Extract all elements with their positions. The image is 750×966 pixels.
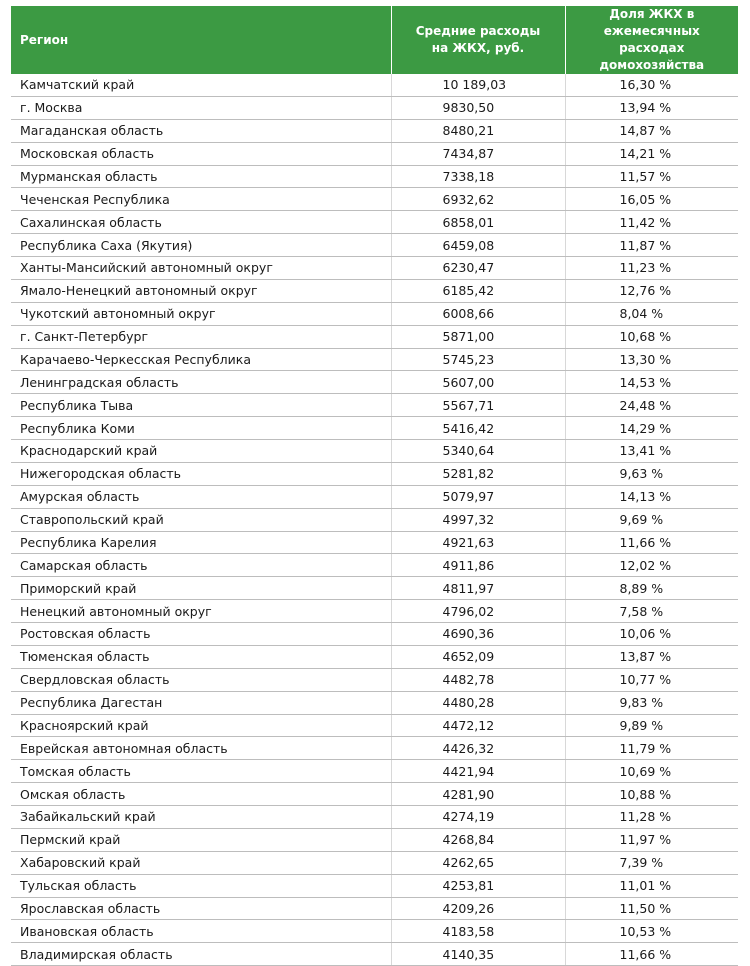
table-row [11,828,738,851]
header-row [11,6,738,74]
table-row [11,714,738,737]
expenses-cell: 5745,23 [391,348,565,371]
region-cell: Ямало-Ненецкий автономный округ [11,279,391,302]
share-cell: 7,39 % [565,851,738,874]
table-row [11,691,738,714]
expenses-cell: 5340,64 [391,440,565,463]
share-cell: 11,01 % [565,874,738,897]
table-body [11,74,738,966]
expenses-cell: 4921,63 [391,531,565,554]
expenses-cell: 4274,19 [391,806,565,829]
share-cell: 14,87 % [565,119,738,142]
share-cell: 11,28 % [565,806,738,829]
expenses-cell: 4690,36 [391,623,565,646]
share-cell: 8,04 % [565,302,738,325]
expenses-cell: 7434,87 [391,142,565,165]
region-cell: Еврейская автономная область [11,737,391,760]
region-cell: Свердловская область [11,668,391,691]
share-cell: 11,66 % [565,531,738,554]
expenses-cell: 4140,35 [391,943,565,966]
expenses-cell: 4652,09 [391,645,565,668]
expenses-cell: 5607,00 [391,371,565,394]
header-region: Регион [11,6,391,74]
region-cell: Магаданская область [11,119,391,142]
share-cell: 10,69 % [565,760,738,783]
share-cell: 24,48 % [565,394,738,417]
table-row [11,623,738,646]
share-cell: 8,89 % [565,577,738,600]
expenses-cell: 10 189,03 [391,74,565,96]
table-row [11,119,738,142]
expenses-cell: 6230,47 [391,257,565,280]
table-row [11,600,738,623]
header-share-line1: Доля ЖКХ в ежемесячных [603,7,700,38]
expenses-cell: 4911,86 [391,554,565,577]
table-row [11,851,738,874]
region-cell: Ростовская область [11,623,391,646]
share-cell: 10,53 % [565,920,738,943]
table-row [11,348,738,371]
expenses-cell: 4796,02 [391,600,565,623]
table-row [11,920,738,943]
header-expenses [391,6,565,74]
expenses-cell: 6459,08 [391,234,565,257]
table-row [11,554,738,577]
region-cell: Пермский край [11,828,391,851]
region-cell: Хабаровский край [11,851,391,874]
region-cell: Амурская область [11,485,391,508]
share-cell: 11,66 % [565,943,738,966]
table-row [11,394,738,417]
table-row [11,943,738,966]
region-cell: Ставропольский край [11,508,391,531]
region-cell: Тюменская область [11,645,391,668]
region-cell: Ярославская область [11,897,391,920]
share-cell: 14,53 % [565,371,738,394]
region-cell: Ивановская область [11,920,391,943]
table-row [11,577,738,600]
share-cell: 10,68 % [565,325,738,348]
expenses-cell: 4997,32 [391,508,565,531]
region-cell: Республика Дагестан [11,691,391,714]
region-cell: Нижегородская область [11,462,391,485]
region-cell: Омская область [11,783,391,806]
expenses-cell: 6008,66 [391,302,565,325]
region-cell: Самарская область [11,554,391,577]
table-row [11,874,738,897]
expenses-cell: 6858,01 [391,211,565,234]
share-cell: 7,58 % [565,600,738,623]
table-row [11,417,738,440]
table-row [11,234,738,257]
share-cell: 14,13 % [565,485,738,508]
share-cell: 10,88 % [565,783,738,806]
expenses-cell: 5567,71 [391,394,565,417]
region-cell: Чеченская Республика [11,188,391,211]
table-row [11,806,738,829]
table-row [11,74,738,96]
expenses-cell: 8480,21 [391,119,565,142]
table-row [11,668,738,691]
expenses-cell: 4472,12 [391,714,565,737]
table-row [11,165,738,188]
region-cell: г. Санкт-Петербург [11,325,391,348]
share-cell: 11,87 % [565,234,738,257]
region-cell: Тульская область [11,874,391,897]
share-cell: 9,69 % [565,508,738,531]
region-cell: Красноярский край [11,714,391,737]
region-cell: Краснодарский край [11,440,391,463]
expenses-cell: 6932,62 [391,188,565,211]
expenses-cell: 4426,32 [391,737,565,760]
region-cell: Ханты-Мансийский автономный округ [11,257,391,280]
share-cell: 13,30 % [565,348,738,371]
expenses-cell: 4480,28 [391,691,565,714]
expenses-cell: 7338,18 [391,165,565,188]
region-cell: Карачаево-Черкесская Республика [11,348,391,371]
region-cell: Ленинградская область [11,371,391,394]
region-cell: Томская область [11,760,391,783]
share-cell: 10,77 % [565,668,738,691]
header-expenses-line2: на ЖКХ, руб. [431,41,525,55]
utility-costs-table [11,6,738,966]
table-row [11,279,738,302]
region-cell: Ненецкий автономный округ [11,600,391,623]
region-cell: Забайкальский край [11,806,391,829]
expenses-cell: 4183,58 [391,920,565,943]
share-cell: 9,83 % [565,691,738,714]
region-cell: г. Москва [11,96,391,119]
table-row [11,325,738,348]
share-cell: 16,05 % [565,188,738,211]
share-cell: 14,21 % [565,142,738,165]
expenses-cell: 5871,00 [391,325,565,348]
region-cell: Владимирская область [11,943,391,966]
region-cell: Сахалинская область [11,211,391,234]
table-row [11,462,738,485]
region-cell: Республика Коми [11,417,391,440]
region-cell: Московская область [11,142,391,165]
expenses-cell: 4421,94 [391,760,565,783]
table-row [11,142,738,165]
region-cell: Республика Саха (Якутия) [11,234,391,257]
table-header [11,6,738,74]
expenses-cell: 4281,90 [391,783,565,806]
table-row [11,302,738,325]
share-cell: 11,50 % [565,897,738,920]
share-cell: 9,63 % [565,462,738,485]
header-share-line2: расходах домохозяйства [599,41,705,72]
table-row [11,783,738,806]
expenses-cell: 6185,42 [391,279,565,302]
table-row [11,760,738,783]
table-row [11,371,738,394]
expenses-cell: 4811,97 [391,577,565,600]
share-cell: 11,97 % [565,828,738,851]
expenses-cell: 4253,81 [391,874,565,897]
table-row [11,737,738,760]
expenses-cell: 5079,97 [391,485,565,508]
share-cell: 13,87 % [565,645,738,668]
share-cell: 16,30 % [565,74,738,96]
share-cell: 10,06 % [565,623,738,646]
expenses-cell: 9830,50 [391,96,565,119]
header-share [565,6,738,74]
share-cell: 12,02 % [565,554,738,577]
expenses-cell: 4268,84 [391,828,565,851]
region-cell: Приморский край [11,577,391,600]
table-row [11,188,738,211]
share-cell: 13,41 % [565,440,738,463]
table-row [11,96,738,119]
table-row [11,897,738,920]
expenses-cell: 4482,78 [391,668,565,691]
table-row [11,485,738,508]
table-row [11,508,738,531]
share-cell: 14,29 % [565,417,738,440]
region-cell: Мурманская область [11,165,391,188]
table-row [11,257,738,280]
share-cell: 12,76 % [565,279,738,302]
share-cell: 11,42 % [565,211,738,234]
expenses-cell: 4209,26 [391,897,565,920]
table-row [11,440,738,463]
expenses-cell: 5416,42 [391,417,565,440]
share-cell: 13,94 % [565,96,738,119]
region-cell: Республика Тыва [11,394,391,417]
share-cell: 11,57 % [565,165,738,188]
share-cell: 9,89 % [565,714,738,737]
share-cell: 11,23 % [565,257,738,280]
header-expenses-line1: Средние расходы [415,24,541,38]
table-row [11,645,738,668]
expenses-cell: 4262,65 [391,851,565,874]
region-cell: Чукотский автономный округ [11,302,391,325]
region-cell: Камчатский край [11,74,391,96]
regional-utility-costs-document [11,6,738,966]
share-cell: 11,79 % [565,737,738,760]
table-row [11,531,738,554]
expenses-cell: 5281,82 [391,462,565,485]
table-row [11,211,738,234]
region-cell: Республика Карелия [11,531,391,554]
